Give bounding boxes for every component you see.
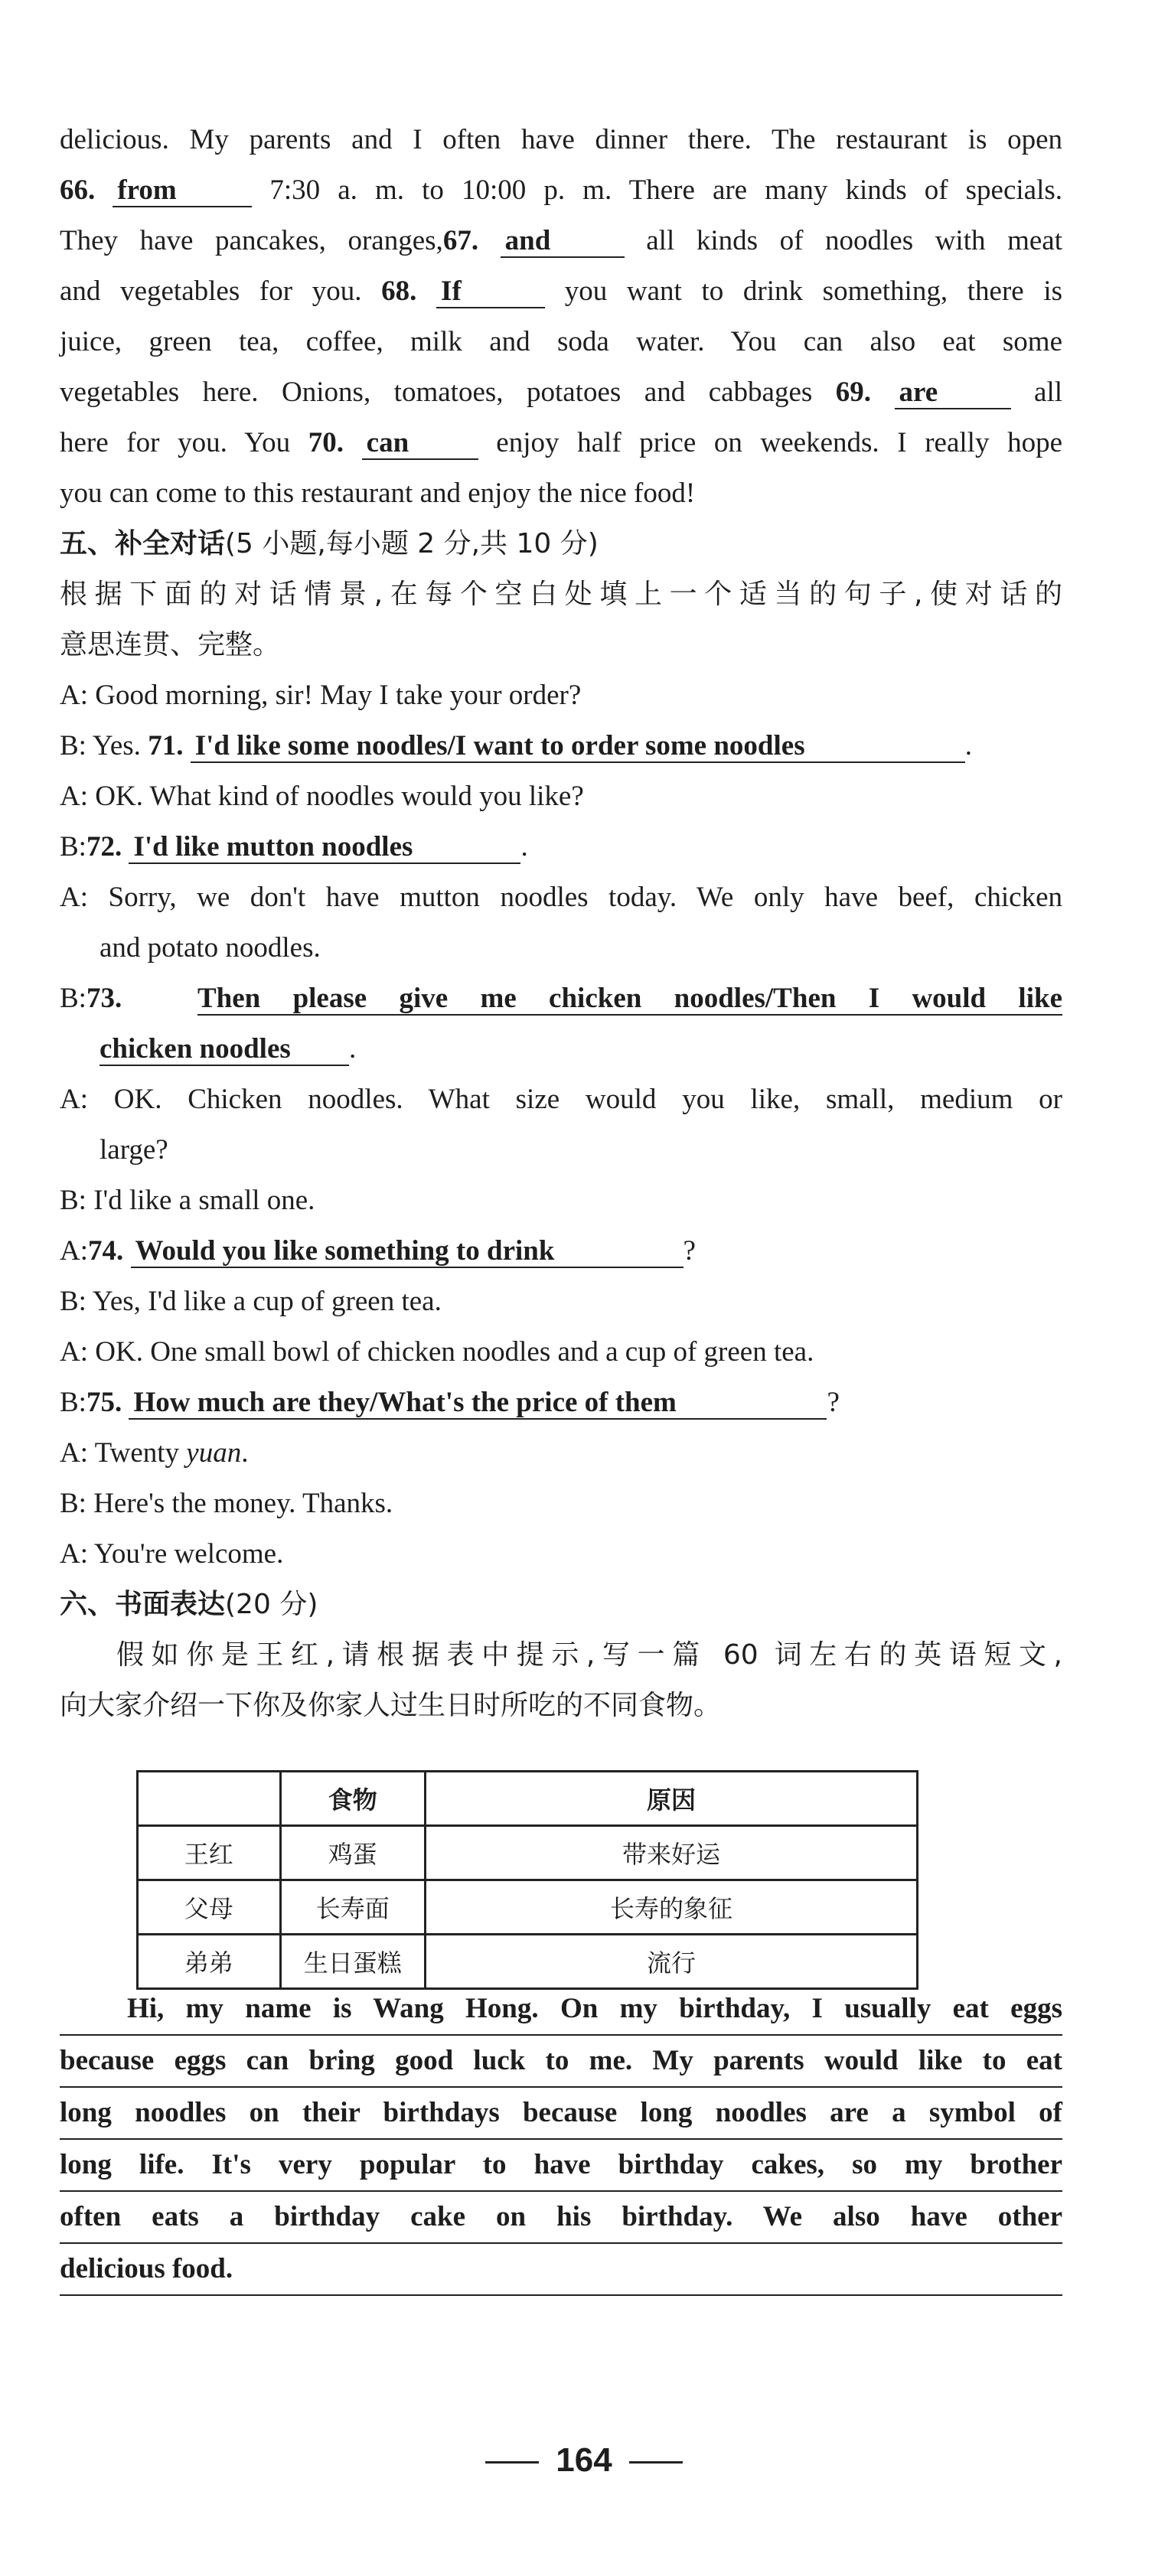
answer-74: Would you like something to drink [131,1236,684,1268]
answer-70: can [362,428,478,460]
passage-line [60,115,1062,165]
dialogue-text: large? [100,1134,168,1166]
answer-75: How much are they/What's the price of them [129,1387,827,1420]
section-score: (20 分) [225,1589,318,1620]
table-header-row [138,1772,918,1826]
table-row [138,1826,918,1880]
table-header-cell [138,1772,281,1826]
dialogue-line [60,721,1062,771]
page-number-dash [629,2461,683,2464]
table-cell: 生日蛋糕 [280,1935,425,1989]
question-number: 67. [442,225,479,256]
dialogue-text: B: [60,983,86,1014]
dialogue-text: B: [60,1387,86,1418]
dialogue-text: A: OK. Chicken noodles. What size would you like, small, medium or [60,1084,1062,1115]
passage-line [60,266,1062,317]
dialogue-line [60,1125,1062,1176]
essay-line: Hi, my name is Wang Hong. On my birthday, I usually eat eggs [60,1984,1062,2036]
dialogue-text: B: [60,831,86,862]
page-number [0,2441,1168,2480]
passage-text: all [1034,377,1063,408]
table-cell: 长寿面 [280,1880,425,1935]
essay-line: long life. It's very popular to have birthday cakes, so my brother [60,2140,1062,2192]
dialogue-line [60,1024,1062,1074]
passage-text: all kinds of noodles with meat [646,225,1062,256]
passage-line [60,468,1062,519]
passage-text: 7:30 a. m. to 10:00 p. m. There are many kinds of specials. [269,174,1062,206]
section-title: 五、补全对话 [60,528,226,559]
passage-text: They have pancakes, oranges, [60,225,443,256]
dialogue-text: yuan [186,1437,242,1469]
dialogue-line [60,872,1062,923]
essay-line: long noodles on their birthdays because long noodles are a symbol of [60,2088,1062,2140]
dialogue-line [60,1428,1062,1479]
passage-text: juice, green tea, coffee, milk and soda water. You can also eat some [60,326,1062,357]
page-number-text: 164 [556,2441,612,2479]
dialogue-line [60,1176,1062,1226]
dialogue-text: and potato noodles. [100,932,321,964]
model-essay [60,1984,1062,2296]
dialogue-text: A: Twenty [60,1437,187,1469]
passage-line [60,317,1062,367]
dialogue-line [60,771,1062,822]
dialogue-line [60,1529,1062,1580]
passage-text: and vegetables for you. [60,276,362,307]
dialogue-text: . [241,1437,249,1469]
prompt-line: 向大家介绍一下你及你家人过生日时所吃的不同食物。 [60,1690,722,1721]
passage-line [60,418,1062,468]
page-number-dash [485,2461,539,2464]
essay-line: often eats a birthday cake on his birthday. We also have other [60,2192,1062,2244]
question-number: 68. [381,276,417,307]
question-number: 75. [86,1387,122,1418]
dialogue-text: A: OK. What kind of noodles would you like? [60,781,584,812]
answer-67: and [501,226,625,258]
section-score: (5 小题,每小题 2 分,共 10 分) [225,528,599,559]
answer-72: I'd like mutton noodles [129,832,520,864]
dialogue-text: . [520,831,528,862]
dialogue-line [60,1378,1062,1428]
table-header-cell: 原因 [425,1772,917,1826]
question-number: 71. [148,730,184,761]
dialogue-line [60,1479,1062,1529]
question-number: 66. [60,174,96,206]
table-row [138,1935,918,1989]
table-cell: 流行 [425,1935,917,1989]
dialogue-line [60,1327,1062,1378]
section-title: 六、书面表达 [60,1589,226,1620]
answer-73-cont: chicken noodles [100,1034,349,1066]
dialogue-text: . [964,730,972,761]
passage-text: you want to drink something, there is [564,276,1063,307]
answer-73: Then please give me chicken noodles/Then I would like [197,983,1062,1014]
instruction-line: 根据下面的对话情景,在每个空白处填上一个适当的句子,使对话的 [60,579,1062,610]
dialogue-line [60,670,1062,721]
section-heading [60,1580,1062,1630]
dialogue-text: A: [60,1235,88,1267]
dialogue-text: A: Sorry, we don't have mutton noodles today. We only have beef, chicken [60,882,1062,913]
passage-text: you can come to this restaurant and enjoy the nice food! [60,478,696,509]
dialogue-line [60,1074,1062,1125]
passage-line [60,165,1062,216]
dialogue-text: ? [827,1387,840,1418]
dialogue-text: A: You're welcome. [60,1538,284,1570]
question-number: 74. [88,1235,124,1267]
dialogue-text: A: Good morning, sir! May I take your order? [60,680,582,711]
passage-text: here for you. You [60,427,291,458]
instruction-line: 意思连贯、完整。 [60,629,281,660]
foods-table [136,1770,918,1990]
dialogue-line [60,822,1062,872]
dialogue-line [60,1226,1062,1277]
passage-text: delicious. My parents and I often have dinner there. The restaurant is open [60,124,1062,155]
table-cell: 带来好运 [425,1826,917,1880]
dialogue-line [60,1277,1062,1327]
passage-line [60,367,1062,418]
answer-69: are [895,377,1011,409]
answer-68: If [436,276,545,308]
prompt-line: 假如你是王红,请根据表中提示,写一篇 60 词左右的英语短文, [116,1639,1062,1671]
dialogue-text: ? [683,1235,696,1267]
question-number: 69. [835,377,872,408]
answer-71: I'd like some noodles/I want to order some noodles [191,731,965,763]
table-header-cell: 食物 [280,1772,425,1826]
dialogue-text: B: Yes, I'd like a cup of green tea. [60,1286,442,1317]
dialogue-line [60,923,1062,973]
essay-line: because eggs can bring good luck to me. My parents would like to eat [60,2036,1062,2088]
dialogue-text: B: I'd like a small one. [60,1185,315,1216]
table-cell: 弟弟 [138,1935,281,1989]
table-cell: 父母 [138,1880,281,1935]
passage-text: enjoy half price on weekends. I really hope [496,427,1063,458]
question-number: 70. [308,427,344,458]
dialogue-text: B: Here's the money. Thanks. [60,1488,393,1519]
dialogue-line [60,973,1062,1024]
question-number: 73. [86,983,122,1014]
table-cell: 鸡蛋 [280,1826,425,1880]
table-row [138,1880,918,1935]
dialogue-text: B: Yes. [60,730,141,761]
essay-line: delicious food. [60,2244,1062,2296]
dialogue-text: . [349,1033,357,1065]
section-heading [60,519,1062,569]
passage-line [60,216,1062,266]
question-number: 72. [86,831,122,862]
dialogue-text: A: OK. One small bowl of chicken noodles and a cup of green tea. [60,1336,814,1368]
table-cell: 王红 [138,1826,281,1880]
answer-66: from [113,175,252,207]
table-cell: 长寿的象征 [425,1880,917,1935]
passage-text: vegetables here. Onions, tomatoes, potatoes and cabbages [60,377,813,408]
